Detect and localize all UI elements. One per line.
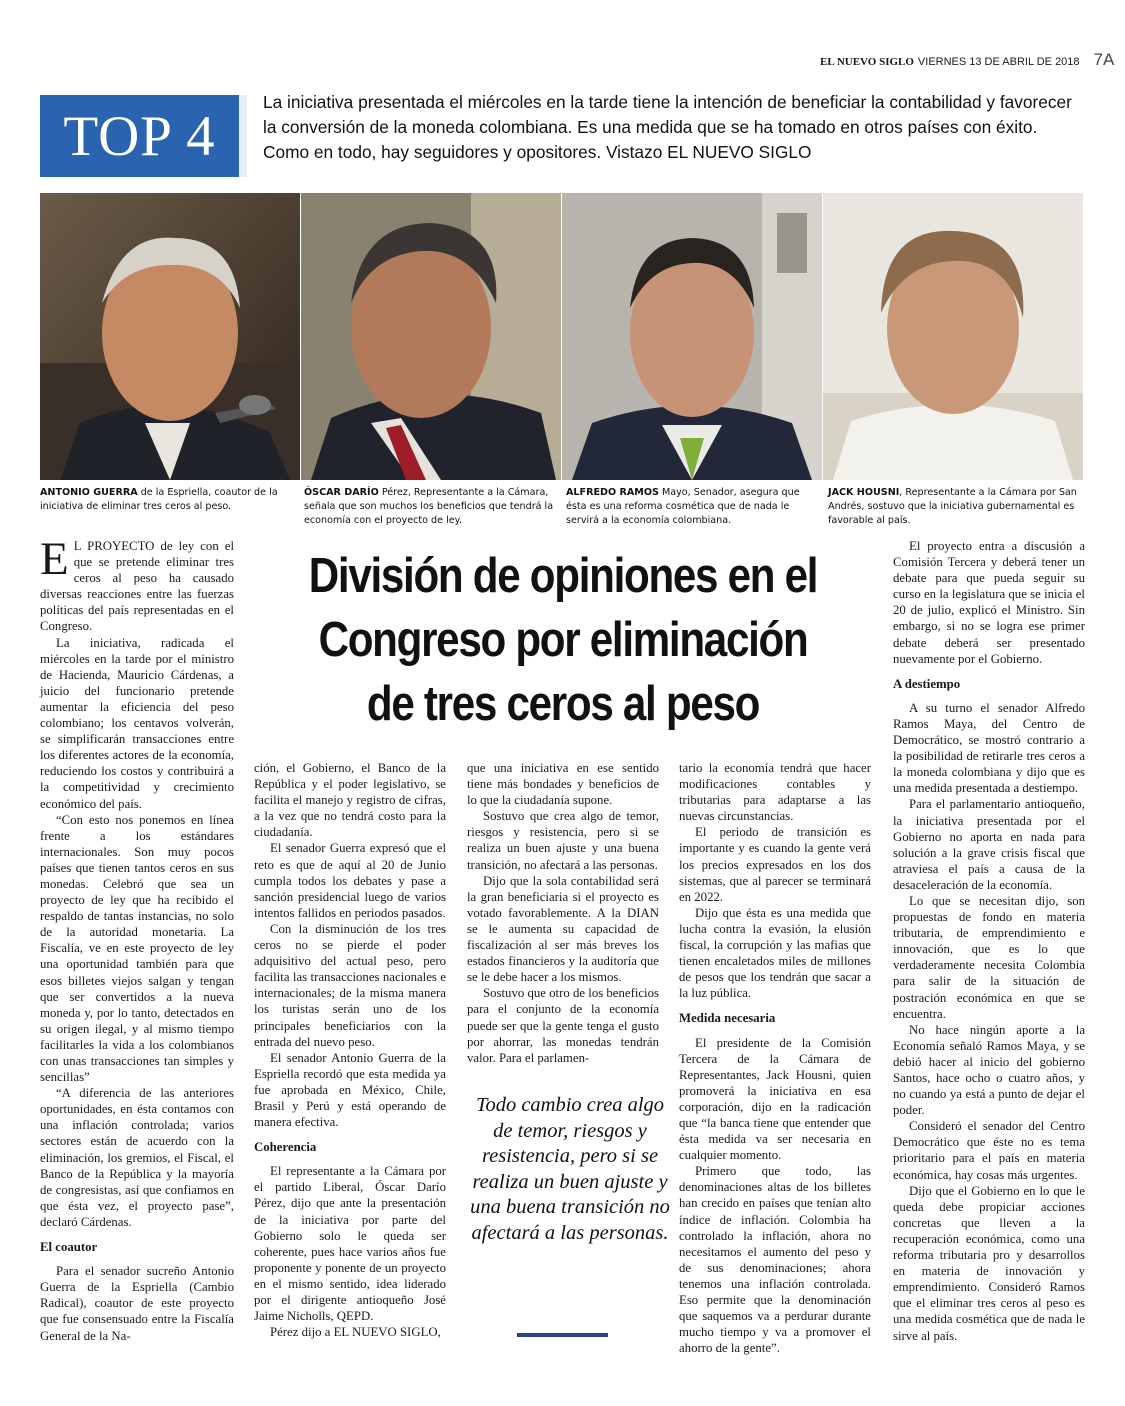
intro-text: La iniciativa presentada el miércoles en la tarde tiene la intención de beneficiar la contabilidad y favorecer la conversión de la moneda colombiana. Es una medida que se ha tomado en otros países con éxito. Como en todo, hay seguidores y opositores. Vistazo EL NUEVO SIGLO: [263, 92, 1072, 162]
article-column-5: El proyecto entra a discusión a Comisión Tercera y deberá tener un debate para que pueda seguir su curso en la legislatura que se inicia el 20 de julio, explicó el Ministro. Sin embargo, si no se logra ese primer debate deberá ser presentado nuevamente por el Gobierno. A destiempo A su turno el senador Alfredo Ramos Maya, del Centro de Democrático, se mostró contrario a la posibilidad de retirarle tres ceros a la moneda colombiana y dijo que es una medida presentada a destiempo. Para el parlamentario antioqueño, la iniciativa presentada por el Gobierno no aporta en nada para solución a la grave crisis fiscal que atraviesa el país a causa de la desaceleración de la economía. Lo que se necesitan dijo, son propuestas de fondo en materia tributaria, de emprendimiento e innovación, que es lo que verdaderamente necesita Colombia para salir de la situación de postración económica en que se encuentra. No hace ningún aporte a la Economía señaló Ramos Maya, y se debió hacer al inicio del gobierno Santos, hace ocho o cuatro años, y no cuando ya está a punto de dejar el poder. Consideró el senador del Centro Democrático que éste no es tema prioritario para el país en materia económica, hay cosas más urgentes. Dijo que el Gobierno en lo que le queda debe propiciar acciones concretas que lleven a la recuperación económica, como una reforma tributaria pro y desarrollos en materia de innovación y emprendimiento. Consideró Ramos que el eliminar tres ceros al peso es una medida cosmética que de nada le sirve al país.: [893, 539, 1085, 1343]
drop-cap: E: [40, 533, 69, 585]
photo-caption-4: JACK HOUSNI, Representante a la Cámara por San Andrés, sostuvo que la iniciativa gubernamental es favorable al país.: [828, 487, 1077, 526]
top-label: TOP 4: [40, 95, 247, 177]
article-column-2: ción, el Gobierno, el Banco de la República y el poder legislativo, se facilita el manejo y registro de cifras, a la vez que no tendrá costo para la ciudadanía. El senador Guerra expresó que el reto es que de aquí al 20 de Junio cumpla todos los debates y pase a sanción presidencial luego de varios intentos fallidos en periodos pasados. Con la disminución de los tres ceros no se pierde el poder adquisitivo del actual peso, pero facilita las transacciones nacionales e internacionales; de la misma manera los turistas serán uno de los principales beneficiarios con la entrada del nuevo peso. El senador Antonio Guerra de la Espriella recordó que esta medida ya fue aprobada en México, Chile, Brasil y Perú y está operando de manera efectiva. Coherencia El representante a la Cámara por el partido Liberal, Óscar Darío Pérez, dijo que ante la presentación de la iniciativa por parte del Gobierno solo le queda ser coherente, pues hace varios años fue proponente y ponente de un proyecto en el mismo sentido, idea liderado por el dirigente antioqueño José Jaime Nicholls, QEPD. Pérez dijo a EL NUEVO SIGLO,: [254, 761, 446, 1340]
pull-quote-rule: [517, 1333, 608, 1337]
article-column-4: tario la economía tendrá que hacer modificaciones contables y tributarias para adaptarse a las nuevas circunstancias. El periodo de transición es importante y es cuando la gente verá los precios expresados en los dos sistemas, que al parecer se terminará en 2022. Dijo que ésta es una medida que lucha contra la evasión, la elusión fiscal, la corrupción y las mafias que tienen encaletados miles de millones de pesos que los tendrán que sacar a la luz pública. Medida necesaria El presidente de la Comisión Tercera de la Cámara de Representantes, Jack Housni, quien promoverá la iniciativa en esa corporación, dijo en la radicación que “la banca tiene que entender que ésta medida va ser necesaria en cualquier momento. Primero que todo, las denominaciones altas de los billetes han crecido en países que tenían alto índice de inflación. Colombia ha controlado la inflación, ahora no necesitamos el aumento del peso y de sus denominaciones; ahora tenemos una inflación controlada. Eso permite que la denominación que saquemos va a perdurar durante mucho tiempo y va a promover el ahorro de la gente”.: [679, 761, 871, 1356]
newspaper-name: EL NUEVO SIGLO: [820, 56, 914, 68]
photo-alfredo-ramos: [562, 193, 822, 480]
subhead-coherencia: Coherencia: [254, 1140, 317, 1155]
subhead-coautor: El coautor: [40, 1240, 98, 1255]
photo-antonio-guerra: [40, 193, 300, 480]
article-column-1: E L PROYECTO de ley con el que se pretende eliminar tres ceros al peso ha causado diversas reacciones entre las fuerzas políticas del país representadas en el Congreso. La iniciativa, radicada el miércoles en la tarde por el ministro de Hacienda, Mauricio Cárdenas, a juicio del funcionario pretende aumentar la eficiencia del peso colombiano; los centavos volverán, se simplificarán transacciones entre los diferentes actores de la economía, reduciendo los costos y contribuirá a la competitividad y crecimiento económico del país. “Con esto nos ponemos en línea frente a los estándares internacionales. Son muy pocos países que tienen tantos ceros en sus monedas. Celebró que sea un proyecto de ley que ha recibido el respaldo de tantas instancias, no solo de la autoridad monetaria. La Fiscalía, ve en este proyecto de ley una oportunidad también para que esos billetes viejos salgan y tengan que ser convertidos a la nueva moneda y, por lo tanto, detectados en su origen ilegal, y al mismo tiempo facilitarles la vida a los colombianos con unas transacciones tan simples y sencillas” “A diferencia de las anteriores oportunidades, en ésta contamos con una inflación controlada; varios sectores están de acuerdo con la eliminación, los gremios, el Fiscal, el Banco de la República y la mayoría de congresistas, así que confiamos en que ésta vez, el proyecto pase”, declaró Cárdenas. El coautor Para el senador sucreño Antonio Guerra de la Espriella (Cambio Radical), coautor de este proyecto que fue consensuado entre la Fiscalía General de la Na-: [40, 533, 234, 1343]
photo-jack-housni: [823, 193, 1083, 480]
pull-quote: Todo cambio crea algo de temor, riesgos y resistencia, pero si se realiza un buen ajuste y una buena transición no afectará a las personas.: [470, 1094, 670, 1244]
article-column-3: que una iniciativa en ese sentido tiene más bondades y beneficios de lo que la ciudadanía supone. Sostuvo que crea algo de temor, riesgos y resistencia, pero si se realiza un buen ajuste y una buena transición, no afectará a las personas. Dijo que la sola contabilidad será la gran beneficiaria si el proyecto es votado favorablemente. A la DIAN se le aumenta su capacidad de fiscalización al ser más breves los estados financieros y la auditoría que se le debe hacer a los mismos. Sostuvo que otro de los beneficios para el conjunto de la economía puede ser que la gente tenga el gusto por ahorrar, las monedas tendrán valor. Para el parlamen-: [467, 761, 659, 1065]
page-number: 7A: [1093, 50, 1115, 69]
issue-date: VIERNES 13 DE ABRIL DE 2018: [917, 56, 1080, 68]
subhead-medida-necesaria: Medida necesaria: [679, 1011, 776, 1026]
photo-caption-3: ALFREDO RAMOS Mayo, Senador, asegura que ésta es una reforma cosmética que de nada le servirá a la economía colombiana.: [566, 487, 800, 526]
photo-caption-2: ÓSCAR DARÍO Pérez, Representante a la Cámara, señala que son muchos los beneficios que tendrá la economía con el proyecto de ley.: [304, 487, 554, 526]
photo-oscar-dario: [301, 193, 561, 480]
page-header: [820, 50, 1115, 80]
headline: División de opiniones en el Congreso por eliminación de tres ceros al peso: [308, 549, 818, 731]
subhead-a-destiempo: A destiempo: [893, 676, 961, 691]
photo-caption-1: ANTONIO GUERRA de la Espriella, coautor de la iniciativa de eliminar tres ceros al peso.: [40, 487, 278, 512]
article-lead: E L PROYECTO de ley con el que se pretende eliminar tres ceros al peso ha causado diversas reacciones entre las fuerzas políticas del país representadas en el Congreso.: [40, 533, 234, 634]
